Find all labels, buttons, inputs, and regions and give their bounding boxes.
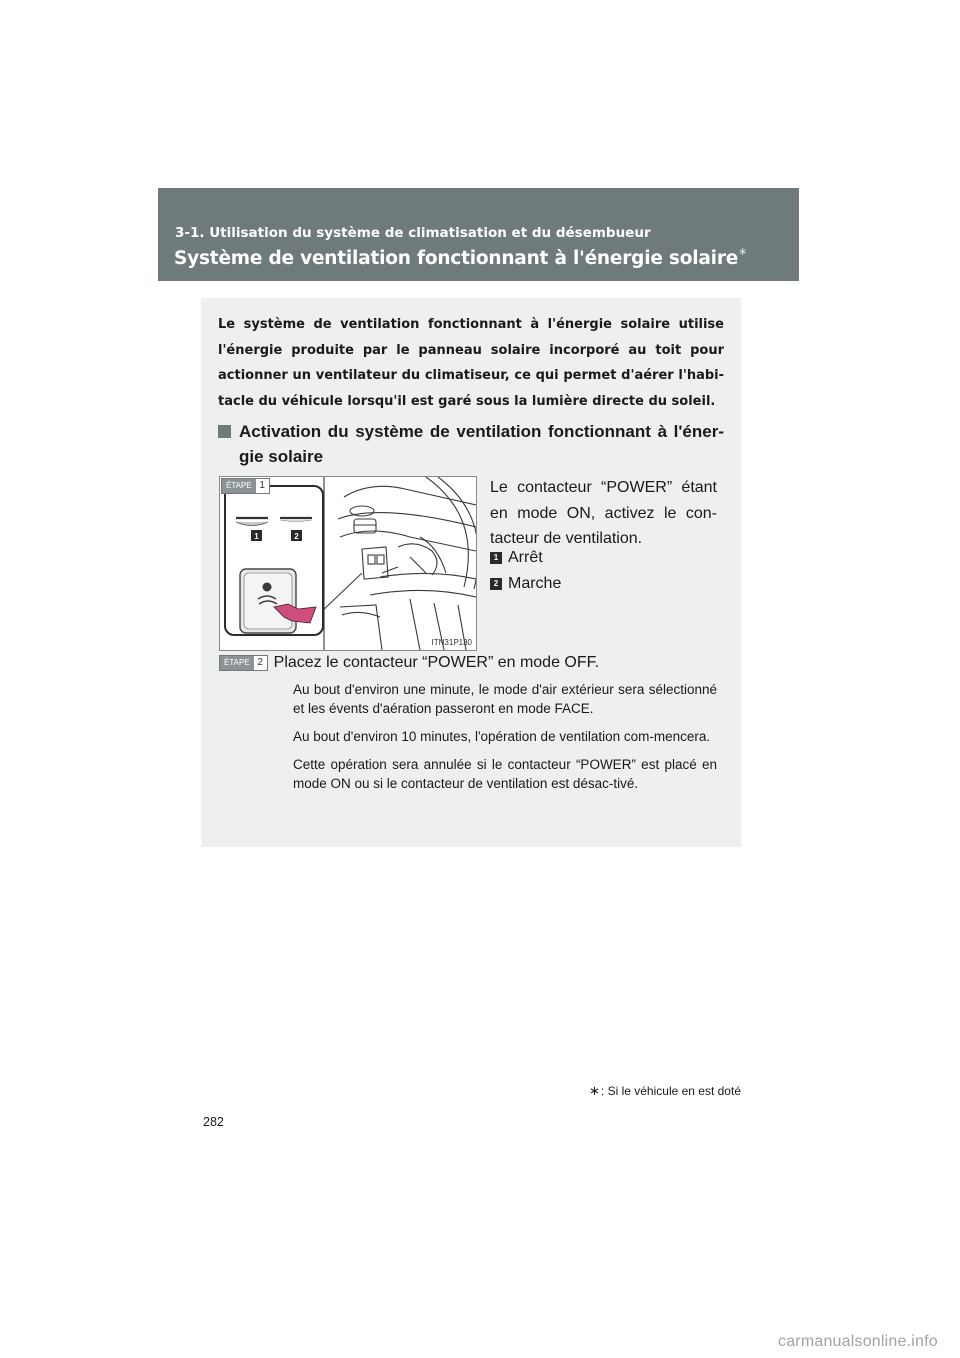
page-number: 282 [203,1115,224,1129]
legend-item-off [490,548,543,568]
watermark: carmanualsonline.info [778,1333,938,1350]
step-2-word: ÉTAPE [220,656,254,670]
dashboard-drawing [220,477,476,650]
step-1-badge [221,478,270,494]
legend-label-on: Marche [508,575,562,592]
note-paragraph: Cette opération sera annulée si le contacteur “POWER” est placé en mode ON ou si le contacteur de ventilation est désac-tivé. [293,757,717,791]
page-title [174,247,747,269]
note-paragraph: Au bout d'environ 10 minutes, l'opération de ventilation com-mencera. [293,729,711,744]
asterisk-icon: ∗ [589,1083,600,1098]
svg-text:2: 2 [294,532,299,541]
section-label: 3-1. Utilisation du système de climatisation et du désembueur [175,225,651,241]
legend-item-on [490,574,561,594]
step-2-text: Placez le contacteur “POWER” en mode OFF. [273,654,600,671]
step-2-notes [293,680,717,802]
page-title-text: Système de ventilation fonctionnant à l'énergie solaire [174,248,739,270]
footnote [580,1083,741,1099]
step-2 [219,654,599,672]
legend-number-1: 1 [490,552,502,564]
square-bullet-icon [218,425,231,438]
legend-label-off: Arrêt [508,549,543,566]
step-1-word: ÉTAPE [222,479,256,493]
subheading [218,419,724,469]
optional-equipment-mark: ∗ [738,245,748,258]
ventilation-switch-illustration [219,476,477,651]
content-panel [201,298,741,847]
note-paragraph: Au bout d'environ une minute, le mode d'air extérieur sera sélectionné et les évents d'aération passeront en mode FACE. [293,682,717,716]
subheading-text: Activation du système de ventilation fonctionnant à l'éner-gie solaire [239,422,724,466]
step-1-number: 1 [259,480,265,491]
footnote-text: : Si le véhicule en est doté [600,1084,741,1098]
step-1-text: Le contacteur “POWER” étant en mode ON, activez le con-tacteur de ventilation. [490,479,717,547]
section-header [158,188,799,281]
svg-text:1: 1 [254,532,259,541]
step-2-number: 2 [257,657,263,668]
figure-code: ITN31P130 [431,638,472,647]
step-2-badge [219,655,268,671]
intro-paragraph: Le système de ventilation fonctionnant à l'énergie solaire utilise l'énergie produite par le panneau solaire incorporé au toit pour actionner un ventilateur du climatiseur, ce qui permet d'aérer l'habi-tacle du véhicule lorsqu'il est garé sous la lumière directe du soleil. [218,317,724,409]
legend-number-2: 2 [490,578,502,590]
